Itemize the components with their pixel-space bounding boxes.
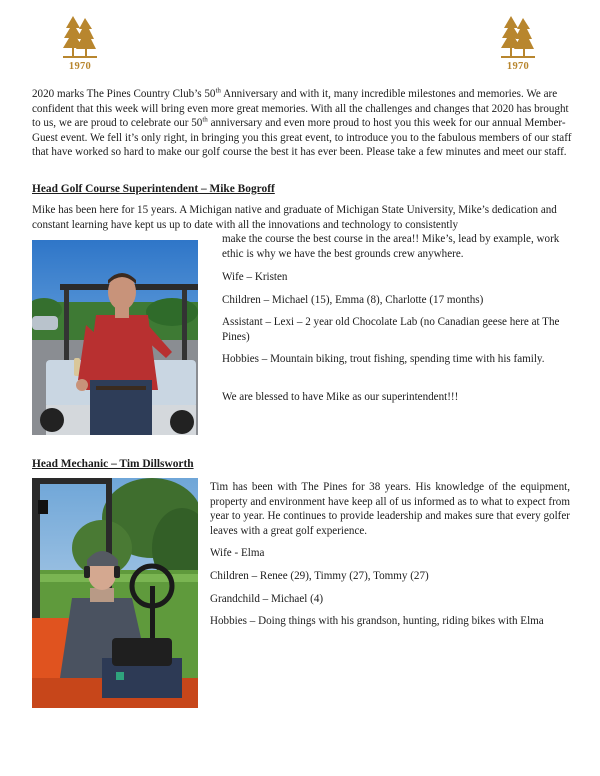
logo-year: 1970 bbox=[68, 61, 92, 72]
logo-left bbox=[60, 14, 100, 72]
superintendent-photo bbox=[32, 240, 198, 435]
intro-paragraph: 2020 marks The Pines Country Club’s 50th Anniversary and with it, many incredible milestones and memories. We are confident that this week will bring even more great memories. With all the challenges and changes that 2020 has brought to us, we are proud to celebrate our 50th anniversary and even more proud to host you this week for our annual Member-Guest event. We fell it’s only right, in bringing you this great event, to introduce you to the fabulous members of our staff that have worked so hard to make our golf course the best it has ever been. Please take a few minutes and meet our staff. bbox=[32, 86, 572, 159]
superintendent-assistant: Assistant – Lexi – 2 year old Chocolate Lab (no Canadian geese here at The Pines) bbox=[222, 316, 560, 343]
mechanic-photo bbox=[32, 478, 198, 708]
superintendent-heading: Head Golf Course Superintendent – Mike Bogroff bbox=[32, 183, 275, 195]
mechanic-grandchild: Grandchild – Michael (4) bbox=[210, 593, 324, 605]
mechanic-children: Children – Renee (29), Timmy (27), Tommy (27) bbox=[210, 570, 429, 582]
pine-trees-icon bbox=[501, 14, 535, 60]
superintendent-wife: Wife – Kristen bbox=[222, 271, 288, 283]
pine-trees-icon bbox=[63, 14, 97, 60]
logo-year: 1970 bbox=[506, 61, 530, 72]
superintendent-children: Children – Michael (15), Emma (8), Charlotte (17 months) bbox=[222, 294, 484, 306]
superintendent-bio: Mike has been here for 15 years. A Michigan native and graduate of Michigan State University, Mike’s dedication and constant learning have kept us up to date with all the innovations and technology to consistently bbox=[32, 204, 557, 231]
mechanic-wife: Wife - Elma bbox=[210, 547, 265, 559]
mechanic-hobbies: Hobbies – Doing things with his grandson, hunting, riding bikes with Elma bbox=[210, 615, 544, 627]
mechanic-heading: Head Mechanic – Tim Dillsworth bbox=[32, 458, 194, 470]
superintendent-closing: We are blessed to have Mike as our superintendent!!! bbox=[222, 391, 459, 403]
mechanic-bio: Tim has been with The Pines for 38 years. His knowledge of the equipment, property and environment have keep all of us informed as to what to expect from year to year. He continues to provide leadership and makes sure that every golfer leaves with a great golf experience. bbox=[210, 481, 570, 537]
logo-right bbox=[498, 14, 538, 72]
superintendent-hobbies: Hobbies – Mountain biking, trout fishing, spending time with his family. bbox=[222, 353, 545, 365]
superintendent-bio-continued: make the course the best course in the area!! Mike’s, lead by example, work ethic is why we have the best grounds crew anywhere. bbox=[222, 233, 560, 260]
